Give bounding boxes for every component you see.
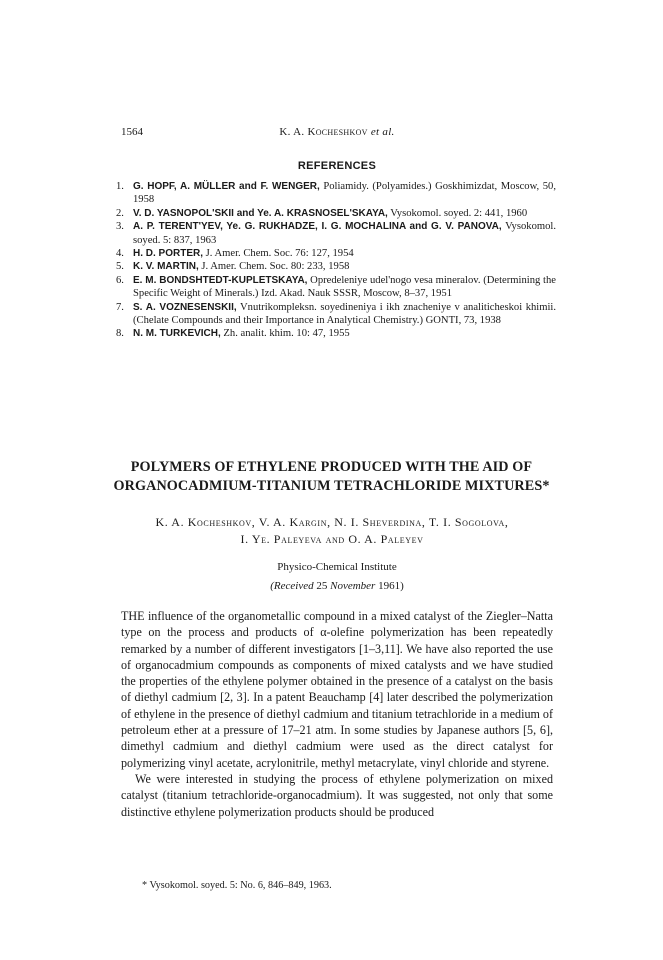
reference-item [116, 180, 556, 207]
paragraph-2: We were interested in studying the process of ethylene polymerization on mixed catalyst (titanium tetrachloride-organocadmium). It was suggested, not only that some distinctive ethylene polymerization products should be produced [121, 771, 553, 819]
reference-citation: J. Amer. Chem. Soc. 80: 233, 1958 [198, 261, 350, 273]
reference-citation: Poliamidy. (Polyamides.) Goskhimizdat, Moscow, 50, 1958 [133, 181, 556, 206]
reference-citation: Opredeleniye udel'nogo vesa mineralov. (Determining the Specific Weight of Minerals.) Izd. Akad. Nauk SSSR, Moscow, 8–37, 1951 [133, 274, 556, 300]
reference-citation: Vysokomol. soyed. 2: 441, 1960 [387, 207, 528, 219]
authors-line-2: I. Ye. Paleyeva and O. A. Paleyev [240, 532, 424, 546]
reference-authors: K. V. MARTIN, [133, 261, 199, 273]
reference-citation: Vnutrikompleksn. soyedineniya i ikh znacheniye v analiticheskoi khimii. (Chelate Compounds and their Importance in Analytical Chemistry.) GONTI, 73, 1938 [133, 301, 557, 327]
reference-citation: Zh. analit. khim. 10: 47, 1955 [220, 328, 350, 340]
reference-authors: H. D. PORTER, [133, 248, 204, 260]
article-authors [104, 514, 560, 548]
authors-line-1: K. A. Kocheshkov, V. A. Kargin, N. I. Sheverdina, T. I. Sogolova, [155, 515, 509, 529]
reference-authors: N. M. TURKEVICH, [133, 328, 221, 340]
reference-item [116, 260, 556, 273]
reference-authors: A. P. TERENT'YEV, Ye. G. RUKHADZE, I. G. MOCHALINA and G. V. PANOVA, [133, 221, 502, 233]
article-body [121, 608, 553, 820]
reference-item [116, 247, 556, 260]
reference-item [116, 220, 556, 247]
reference-item [116, 327, 556, 340]
reference-number: 5. [116, 261, 124, 273]
references-heading: REFERENCES [297, 160, 377, 172]
reference-authors: S. A. VOZNESENSKII, [133, 301, 237, 313]
article-title: POLYMERS OF ETHYLENE PRODUCED WITH THE AID OF ORGANOCADMIUM-TITANIUM TETRACHLORIDE MIXTURES* [113, 459, 550, 494]
reference-authors: G. HOPF, A. MÜLLER and F. WENGER, [133, 181, 320, 192]
reference-number: 2. [116, 207, 124, 219]
institute: Physico-Chemical Institute [277, 561, 397, 573]
page-number: 1564 [121, 126, 143, 138]
reference-authors: V. D. YASNOPOL'SKII and Ye. A. KRASNOSEL'SKAYA, [133, 207, 388, 219]
references-list [116, 180, 556, 341]
received-month: November [330, 580, 376, 592]
running-head-author [121, 126, 553, 138]
reference-number: 1. [116, 181, 124, 192]
received-year: 1961) [378, 580, 404, 592]
reference-item [116, 301, 556, 328]
reference-number: 4. [116, 248, 124, 260]
received-day: 25 [316, 580, 328, 592]
received-label: (Received [270, 580, 314, 592]
reference-citation: Vysokomol. soyed. 5: 837, 1963 [133, 221, 556, 246]
reference-number: 7. [116, 301, 124, 313]
footnote: * Vysokomol. soyed. 5: No. 6, 846–849, 1963. [142, 880, 332, 891]
reference-authors: E. M. BONDSHTEDT-KUPLETSKAYA, [133, 274, 308, 286]
reference-item [116, 207, 556, 220]
reference-citation: J. Amer. Chem. Soc. 76: 127, 1954 [203, 248, 354, 260]
running-head-et-al: et al. [370, 126, 395, 138]
received-date [121, 580, 553, 592]
reference-number: 8. [116, 328, 124, 340]
reference-item [116, 274, 556, 301]
running-head-author-name: K. A. Kocheshkov [279, 126, 368, 138]
paragraph-1: THE influence of the organometallic compound in a mixed catalyst of the Ziegler–Natta type on the process and products of α-olefine polymerization has been repeatedly remarked by a number of different investigators [1–3,11]. We have also reported the use of organocadmium compounds as components of mixed catalysts and we have studied the properties of the ethylene polymer obtained in the presence of a catalyst on the basis of diethyl cadmium [2, 3]. In a patent Beauchamp [4] later described the polymerization of ethylene in the presence of diethyl cadmium and titanium tetrachloride in a medium of petroleum ether at a pressure of 17–21 atm. In some studies by Japanese authors [5, 6], dimethyl cadmium and diethyl cadmium were used as the direct catalyst for polymerizing vinyl acetate, acrylonitrile, methyl metacrylate, vinyl chloride and styrene. [121, 609, 553, 770]
reference-number: 6. [116, 274, 124, 286]
reference-number: 3. [116, 221, 124, 233]
